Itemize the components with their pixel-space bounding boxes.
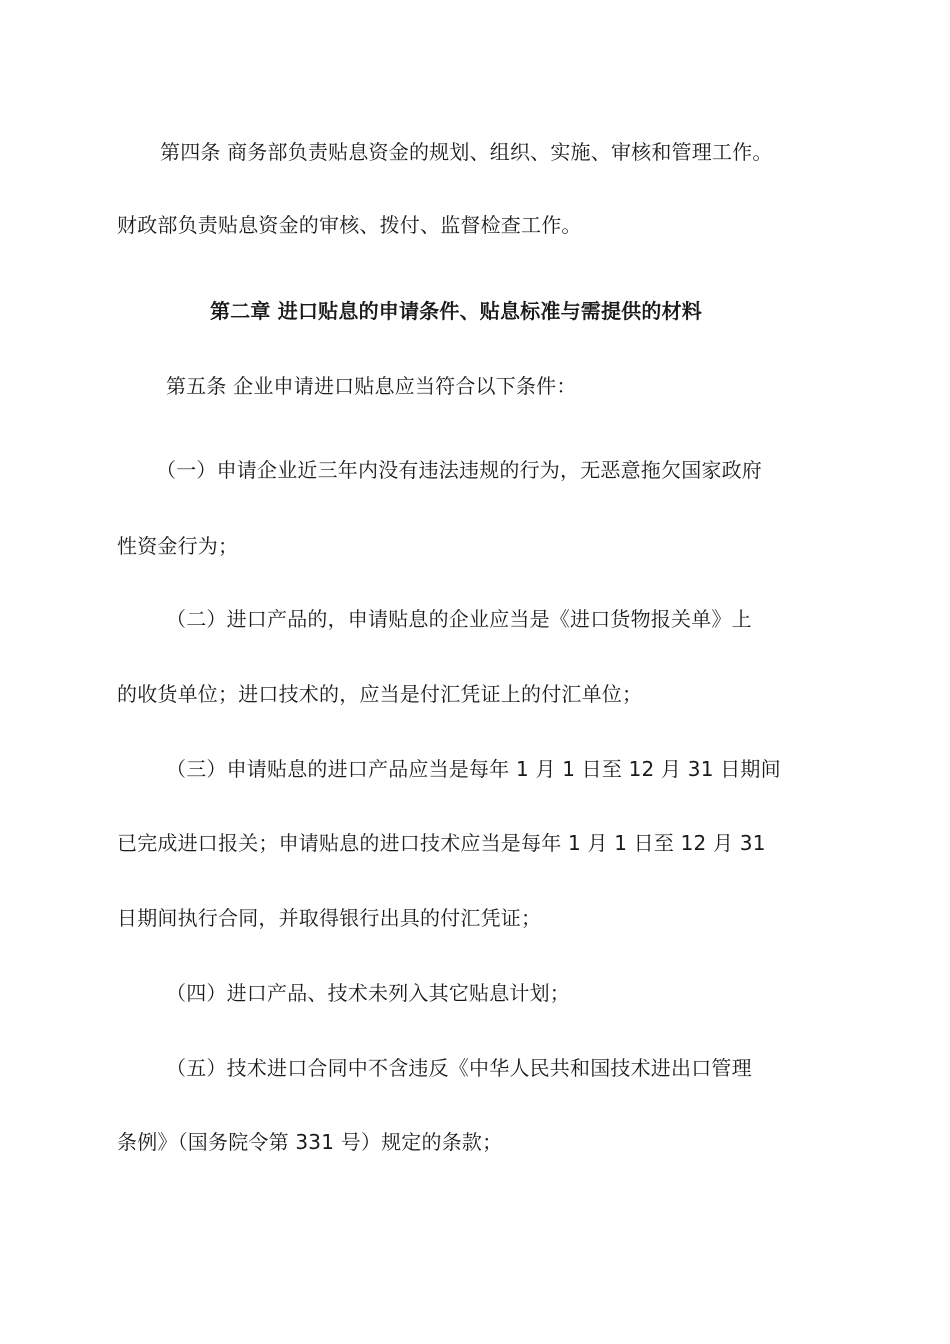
item-4-line: （四）进口产品、技术未列入其它贴息计划； — [166, 981, 570, 1005]
chapter-2-heading: 第二章 进口贴息的申请条件、贴息标准与需提供的材料 — [210, 299, 702, 323]
item-2-line-2: 的收货单位；进口技术的，应当是付汇凭证上的付汇单位； — [117, 682, 643, 706]
item-3-line-1: （三）申请贴息的进口产品应当是每年 1 月 1 日至 12 月 31 日期间 — [166, 757, 781, 781]
item-1-line-2: 性资金行为； — [117, 534, 239, 558]
item-5-line-1: （五）技术进口合同中不含违反《中华人民共和国技术进出口管理 — [166, 1056, 752, 1080]
article-5-line: 第五条 企业申请进口贴息应当符合以下条件： — [166, 374, 577, 398]
item-3-line-2: 已完成进口报关；申请贴息的进口技术应当是每年 1 月 1 日至 12 月 31 — [117, 831, 766, 855]
item-5-line-2: 条例》（国务院令第 331 号）规定的条款； — [117, 1130, 503, 1154]
article-4-line-1: 第四条 商务部负责贴息资金的规划、组织、实施、审核和管理工作。 — [160, 140, 773, 164]
item-2-line-1: （二）进口产品的，申请贴息的企业应当是《进口货物报关单》上 — [166, 607, 752, 631]
article-4-line-2: 财政部负责贴息资金的审核、拨付、监督检查工作。 — [117, 213, 582, 237]
item-3-line-3: 日期间执行合同，并取得银行出具的付汇凭证； — [117, 906, 542, 930]
item-1-line-1: （一）申请企业近三年内没有违法违规的行为，无恶意拖欠国家政府 — [156, 458, 762, 482]
